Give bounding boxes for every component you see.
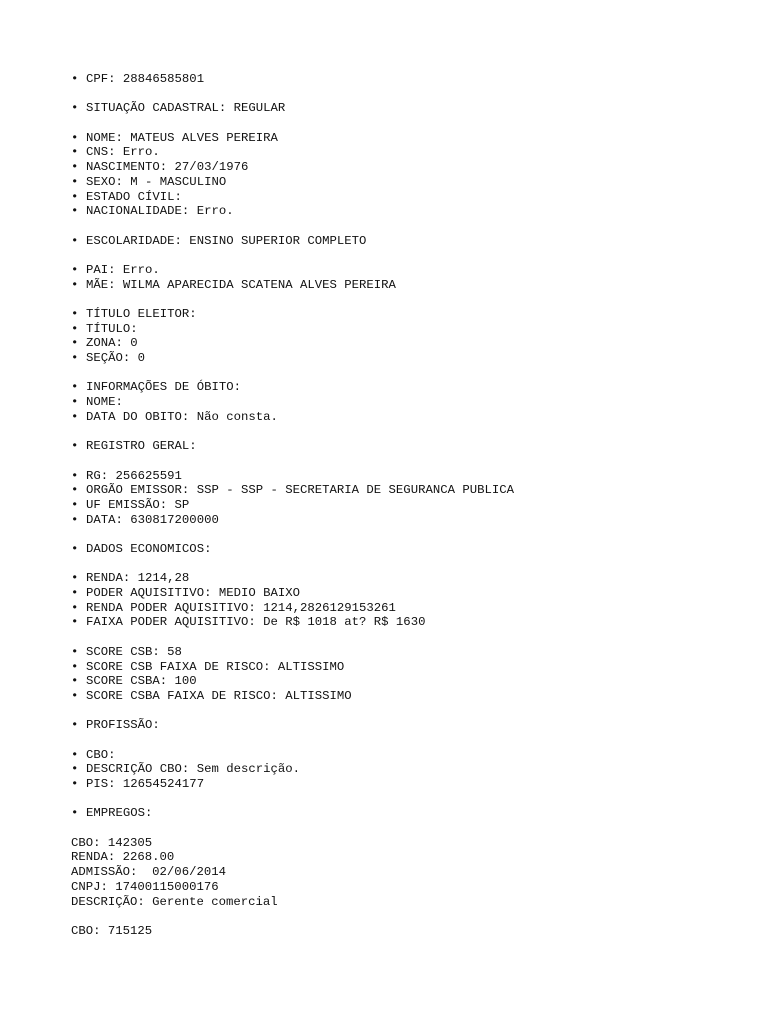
record-group — [71, 234, 514, 249]
bullet-glyph: • — [71, 262, 79, 277]
line-text: SEÇÃO: 0 — [86, 351, 146, 366]
bullet-line — [71, 145, 514, 160]
line-text: SITUAÇÃO CADASTRAL: REGULAR — [86, 101, 286, 116]
bullet-glyph: • — [71, 468, 79, 483]
line-text: TÍTULO ELEITOR: — [86, 307, 197, 321]
bullet-line — [71, 615, 514, 630]
record-group — [71, 307, 514, 366]
bullet-glyph: • — [71, 615, 79, 630]
line-text: DATA: 630817200000 — [86, 512, 219, 527]
line-text: REGISTRO GERAL: — [86, 439, 197, 454]
bullet-line — [71, 175, 514, 190]
line-text: RG: 256625591 — [86, 468, 182, 483]
record-group — [71, 469, 514, 528]
line-text: INFORMAÇÕES DE ÓBITO: — [86, 380, 241, 395]
bullet-line — [71, 542, 514, 557]
bullet-line — [71, 571, 514, 586]
record-line — [71, 895, 514, 910]
record-line — [71, 850, 514, 865]
bullet-line — [71, 660, 514, 675]
record-group — [71, 101, 514, 116]
bullet-glyph: • — [71, 130, 79, 145]
record-group — [71, 748, 514, 792]
record-line — [71, 924, 514, 939]
bullet-line — [71, 762, 514, 777]
document-body — [71, 72, 514, 953]
bullet-glyph: • — [71, 395, 79, 410]
bullet-line — [71, 674, 514, 689]
line-text: NOME: — [86, 395, 123, 410]
line-text: RENDA PODER AQUISITIVO: 1214,2826129153261 — [86, 600, 396, 615]
line-text: DATA DO OBITO: Não consta. — [86, 409, 278, 424]
bullet-glyph: • — [71, 542, 79, 556]
record-group — [71, 263, 514, 292]
bullet-line — [71, 351, 514, 366]
line-text: ORGÃO EMISSOR: SSP - SSP - SECRETARIA DE SEGURANCA PUBLICA — [86, 483, 515, 498]
line-text: DESCRIÇÃO CBO: Sem descrição. — [86, 762, 301, 777]
bullet-glyph: • — [71, 600, 79, 615]
bullet-glyph: • — [71, 674, 79, 689]
bullet-glyph: • — [71, 72, 79, 86]
bullet-glyph: • — [71, 145, 79, 160]
record-group — [71, 718, 514, 733]
bullet-line — [71, 718, 514, 733]
bullet-glyph: • — [71, 336, 79, 351]
line-text: FAIXA PODER AQUISITIVO: De R$ 1018 at? R$ 1630 — [86, 615, 426, 630]
bullet-line — [71, 498, 514, 513]
record-group — [71, 836, 514, 909]
line-text: NASCIMENTO: 27/03/1976 — [86, 160, 249, 175]
bullet-line — [71, 336, 514, 351]
line-text: RENDA: 1214,28 — [86, 571, 190, 586]
bullet-line — [71, 322, 514, 337]
bullet-glyph: • — [71, 688, 79, 703]
bullet-glyph: • — [71, 380, 79, 395]
bullet-line — [71, 806, 514, 821]
bullet-glyph: • — [71, 174, 79, 189]
bullet-glyph: • — [71, 659, 79, 674]
line-text: SCORE CSB: 58 — [86, 644, 182, 659]
bullet-glyph: • — [71, 439, 79, 454]
line-text: UF EMISSÃO: SP — [86, 497, 190, 512]
line-text: ESCOLARIDADE: ENSINO SUPERIOR COMPLETO — [86, 233, 367, 248]
line-text: EMPREGOS: — [86, 806, 153, 821]
bullet-line — [71, 586, 514, 601]
record-line — [71, 836, 514, 851]
bullet-glyph: • — [71, 189, 79, 204]
bullet-glyph: • — [71, 233, 79, 248]
line-text: ADMISSÃO: 02/06/2014 — [71, 865, 226, 880]
line-text: PAI: Erro. — [86, 262, 160, 277]
line-text: MÃE: WILMA APARECIDA SCATENA ALVES PEREIRA — [86, 277, 396, 292]
record-group — [71, 131, 514, 219]
line-text: RENDA: 2268.00 — [71, 850, 175, 865]
bullet-line — [71, 410, 514, 425]
record-group — [71, 542, 514, 557]
bullet-glyph: • — [71, 747, 79, 762]
line-text: CBO: — [86, 747, 116, 762]
line-text: CBO: 142305 — [71, 835, 153, 850]
record-group — [71, 380, 514, 424]
record-group — [71, 439, 514, 454]
bullet-line — [71, 439, 514, 454]
line-text: PROFISSÃO: — [86, 718, 160, 733]
bullet-line — [71, 160, 514, 175]
record-group — [71, 571, 514, 630]
bullet-line — [71, 278, 514, 293]
line-text: SEXO: M - MASCULINO — [86, 174, 227, 189]
bullet-glyph: • — [71, 644, 79, 659]
line-text: CBO: 715125 — [71, 923, 153, 938]
line-text: DADOS ECONOMICOS: — [86, 542, 212, 556]
bullet-glyph: • — [71, 307, 79, 321]
bullet-line — [71, 204, 514, 219]
line-text: PIS: 12654524177 — [86, 777, 205, 791]
bullet-glyph: • — [71, 586, 79, 601]
line-text: NACIONALIDADE: Erro. — [86, 204, 234, 219]
bullet-glyph: • — [71, 762, 79, 777]
bullet-glyph: • — [71, 777, 79, 791]
bullet-glyph: • — [71, 512, 79, 527]
bullet-line — [71, 645, 514, 660]
line-text: ESTADO CÍVIL: — [86, 189, 182, 204]
bullet-line — [71, 101, 514, 116]
bullet-glyph: • — [71, 321, 79, 336]
bullet-line — [71, 483, 514, 498]
line-text: SCORE CSB FAIXA DE RISCO: ALTISSIMO — [86, 659, 345, 674]
bullet-glyph: • — [71, 497, 79, 512]
bullet-glyph: • — [71, 351, 79, 366]
line-text: NOME: MATEUS ALVES PEREIRA — [86, 130, 278, 145]
bullet-line — [71, 748, 514, 763]
line-text: DESCRIÇÃO: Gerente comercial — [71, 894, 278, 909]
bullet-line — [71, 72, 514, 87]
record-line — [71, 865, 514, 880]
record-group — [71, 645, 514, 704]
bullet-line — [71, 380, 514, 395]
record-group — [71, 806, 514, 821]
line-text: CNPJ: 17400115000176 — [71, 879, 219, 894]
bullet-line — [71, 190, 514, 205]
bullet-glyph: • — [71, 409, 79, 424]
bullet-line — [71, 777, 514, 792]
bullet-glyph: • — [71, 277, 79, 292]
bullet-glyph: • — [71, 160, 79, 175]
bullet-line — [71, 601, 514, 616]
line-text: PODER AQUISITIVO: MEDIO BAIXO — [86, 586, 301, 601]
bullet-glyph: • — [71, 718, 79, 733]
bullet-line — [71, 307, 514, 322]
record-group — [71, 72, 514, 87]
bullet-line — [71, 263, 514, 278]
record-line — [71, 880, 514, 895]
bullet-glyph: • — [71, 571, 79, 586]
bullet-line — [71, 689, 514, 704]
line-text: ZONA: 0 — [86, 336, 138, 351]
bullet-line — [71, 395, 514, 410]
bullet-line — [71, 131, 514, 146]
bullet-glyph: • — [71, 806, 79, 821]
bullet-glyph: • — [71, 483, 79, 498]
line-text: SCORE CSBA: 100 — [86, 674, 197, 689]
line-text: SCORE CSBA FAIXA DE RISCO: ALTISSIMO — [86, 688, 352, 703]
bullet-line — [71, 234, 514, 249]
bullet-glyph: • — [71, 101, 79, 116]
bullet-glyph: • — [71, 204, 79, 219]
line-text: CPF: 28846585801 — [86, 72, 205, 86]
bullet-line — [71, 513, 514, 528]
line-text: TÍTULO: — [86, 321, 138, 336]
line-text: CNS: Erro. — [86, 145, 160, 160]
record-group — [71, 924, 514, 939]
bullet-line — [71, 469, 514, 484]
